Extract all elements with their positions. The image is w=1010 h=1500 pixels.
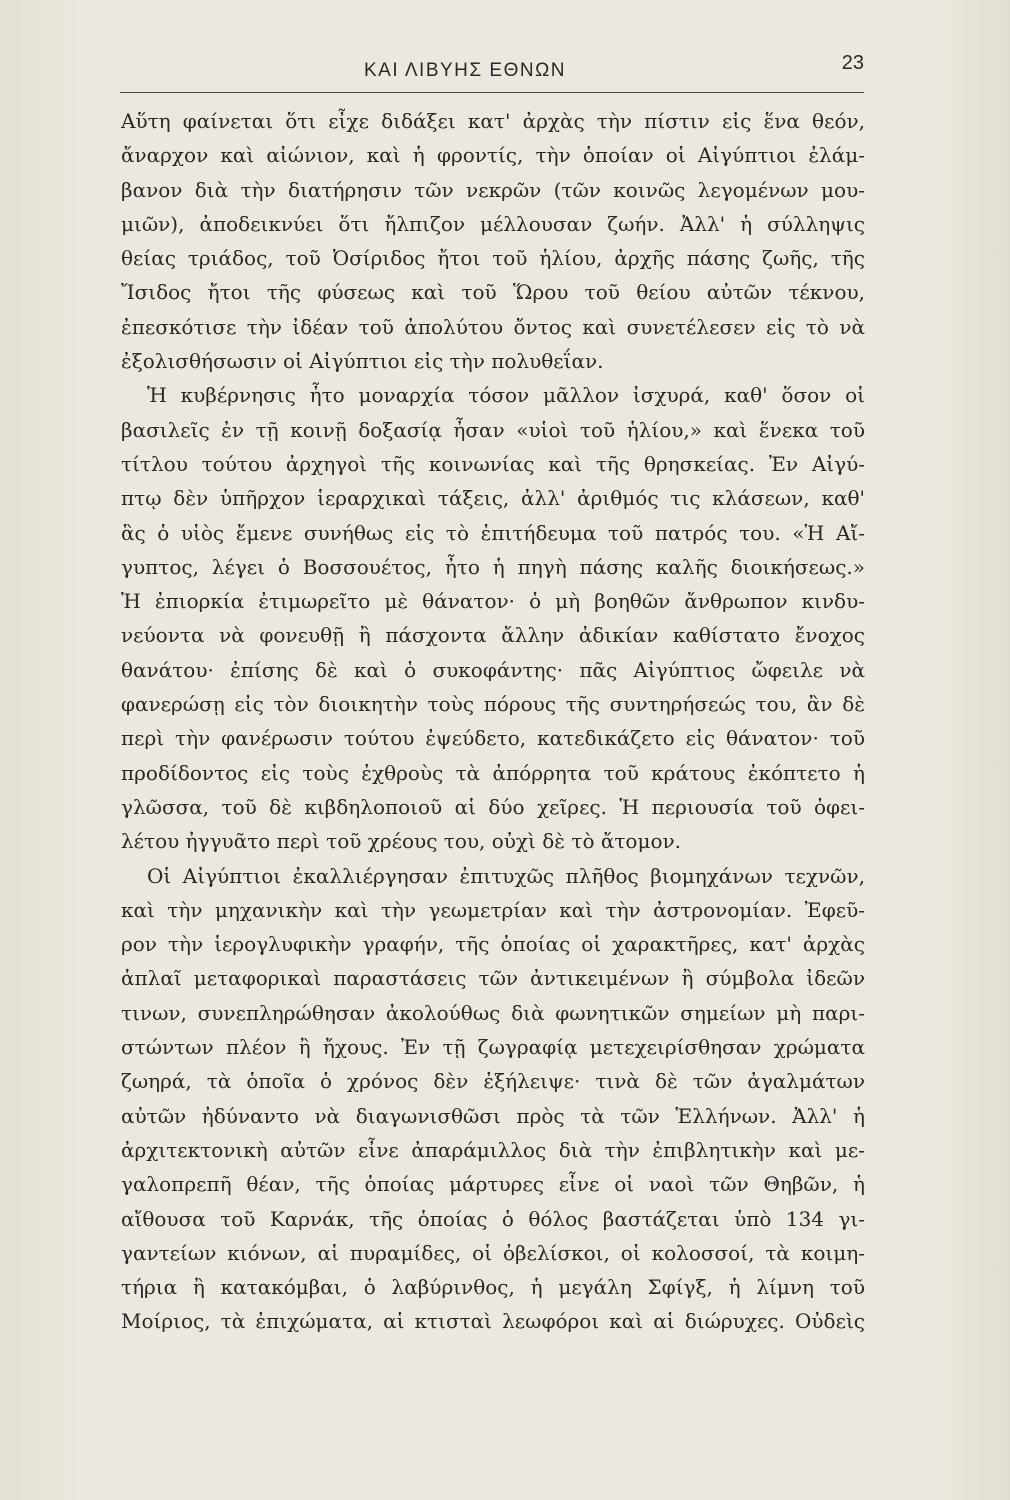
text-line: στώντων πλέον ἢ ἤχους. Ἐν τῇ ζωγραφίᾳ μετεχειρίσθησαν χρώματα: [121, 1035, 865, 1060]
text-line: αἴθουσα τοῦ Καρνάκ, τῆς ὁποίας ὁ θόλος βαστάζεται ὑπὸ 134 γι-: [121, 1206, 865, 1231]
text-line: ρον τὴν ἱερογλυφικὴν γραφήν, τῆς ὁποίας οἱ χαρακτῆρες, κατ' ἀρχὰς: [121, 932, 865, 957]
text-line: καὶ τὴν μηχανικὴν καὶ τὴν γεωμετρίαν καὶ τὴν ἀστρονομίαν. Ἐφεῦ-: [121, 897, 865, 922]
header-rule: [120, 92, 864, 93]
text-line: ἁπλαῖ μεταφορικαὶ παραστάσεις τῶν ἀντικειμένων ἢ σύμβολα ἰδεῶν: [121, 966, 865, 991]
text-line: γαντείων κιόνων, αἱ πυραμίδες, οἱ ὀβελίσκοι, οἱ κολοσσοί, τὰ κοιμη-: [121, 1240, 865, 1265]
text-line: τινων, συνεπληρώθησαν ἀκολούθως διὰ φωνητικῶν σημείων μὴ παρι-: [121, 1000, 865, 1025]
text-line: ἄναρχον καὶ αἰώνιον, καὶ ἡ φροντίς, τὴν ὁποίαν οἱ Αἰγύπτιοι ἐλάμ-: [121, 143, 865, 168]
text-line: ἀρχιτεκτονικὴ αὐτῶν εἶνε ἀπαράμιλλος διὰ τὴν ἐπιβλητικὴν καὶ με-: [121, 1137, 865, 1162]
text-line: αὐτῶν ἠδύναντο νὰ διαγωνισθῶσι πρὸς τὰ τῶν Ἑλλήνων. Ἀλλ' ἡ: [121, 1103, 865, 1128]
text-line: Οἱ Αἰγύπτιοι ἐκαλλιέργησαν ἐπιτυχῶς πλῆθος βιομηχάνων τεχνῶν,: [147, 863, 865, 888]
page-header: [120, 52, 864, 90]
text-line: Αὕτη φαίνεται ὅτι εἶχε διδάξει κατ' ἀρχὰς τὴν πίστιν εἰς ἕνα θεόν,: [121, 109, 865, 133]
running-title: ΚΑΙ ΛΙΒΥΗΣ ΕΘΝΩΝ: [364, 60, 567, 81]
text-line: ἐξολισθήσωσιν οἱ Αἰγύπτιοι εἰς τὴν πολυθεΐαν.: [121, 349, 604, 374]
text-line: ἃς ὁ υἱὸς ἔμενε συνήθως εἰς τὸ ἐπιτήδευμα τοῦ πατρός του. «Ἡ Αἴ-: [121, 520, 865, 545]
text-line: Μοίριος, τὰ ἐπιχώματα, αἱ κτισταὶ λεωφόροι καὶ αἱ διώρυχες. Οὐδεὶς: [121, 1309, 865, 1334]
text-line: περὶ τὴν φανέρωσιν τούτου ἐψεύδετο, κατεδικάζετο εἰς θάνατον· τοῦ: [121, 726, 865, 751]
body-text: [121, 104, 865, 1339]
text-line: βασιλεῖς ἐν τῇ κοινῇ δοξασίᾳ ἦσαν «υἱοὶ τοῦ ἡλίου,» καὶ ἕνεκα τοῦ: [121, 417, 865, 442]
text-line: ἐπεσκότισε τὴν ἰδέαν τοῦ ἀπολύτου ὄντος καὶ συνετέλεσεν εἰς τὸ νὰ: [121, 314, 865, 339]
text-line: τίτλου τούτου ἀρχηγοὶ τῆς κοινωνίας καὶ τῆς θρησκείας. Ἐν Αἰγύ-: [121, 451, 865, 476]
text-line: γλῶσσα, τοῦ δὲ κιβδηλοποιοῦ αἱ δύο χεῖρες. Ἡ περιουσία τοῦ ὀφει-: [121, 794, 865, 819]
text-line: νεύοντα νὰ φονευθῇ ἢ πάσχοντα ἄλλην ἀδικίαν καθίστατο ἔνοχος: [121, 623, 865, 648]
text-line: Ἡ ἐπιορκία ἐτιμωρεῖτο μὲ θάνατον· ὁ μὴ βοηθῶν ἄνθρωπον κινδυ-: [121, 589, 865, 614]
text-line: Ἴσιδος ἤτοι τῆς φύσεως καὶ τοῦ Ὥρου τοῦ θείου αὐτῶν τέκνου,: [121, 280, 865, 305]
text-line: γυπτος, λέγει ὁ Βοσσουέτος, ἦτο ἡ πηγὴ πάσης καλῆς διοικήσεως.»: [121, 554, 865, 579]
text-line: βανον διὰ τὴν διατήρησιν τῶν νεκρῶν (τῶν κοινῶς λεγομένων μου-: [121, 177, 865, 202]
paragraph: [121, 859, 865, 1339]
text-line: γαλοπρεπῆ θέαν, τῆς ὁποίας μάρτυρες εἶνε οἱ ναοὶ τῶν Θηβῶν, ἡ: [121, 1172, 865, 1197]
text-line: τήρια ἢ κατακόμβαι, ὁ λαβύρινθος, ἡ μεγάλη Σφίγξ, ἡ λίμνη τοῦ: [121, 1275, 865, 1300]
text-line: πτῳ δὲν ὑπῆρχον ἱεραρχικαὶ τάξεις, ἀλλ' ἀριθμός τις κλάσεων, καθ': [121, 486, 865, 511]
text-line: Ἡ κυβέρνησις ἦτο μοναρχία τόσον μᾶλλον ἰσχυρά, καθ' ὅσον οἱ: [147, 383, 865, 408]
text-line: θείας τριάδος, τοῦ Ὀσίριδος ἤτοι τοῦ ἡλίου, ἀρχῆς πάσης ζωῆς, τῆς: [121, 246, 865, 271]
text-line: λέτου ἠγγυᾶτο περὶ τοῦ χρέους του, οὐχὶ δὲ τὸ ἄτομον.: [121, 829, 682, 854]
text-line: μιῶν), ἀποδεικνύει ὅτι ἤλπιζον μέλλουσαν ζωήν. Ἀλλ' ἡ σύλληψις: [121, 211, 865, 236]
paragraph: [121, 378, 865, 858]
text-line: ζωηρά, τὰ ὁποῖα ὁ χρόνος δὲν ἐξήλειψε· τινὰ δὲ τῶν ἀγαλμάτων: [121, 1069, 865, 1094]
text-line: θανάτου· ἐπίσης δὲ καὶ ὁ συκοφάντης· πᾶς Αἰγύπτιος ὤφειλε νὰ: [121, 657, 865, 682]
text-line: φανερώσῃ εἰς τὸν διοικητὴν τοὺς πόρους τῆς συντηρήσεώς του, ἂν δὲ: [121, 692, 865, 717]
paragraph: [121, 104, 865, 378]
text-line: προδίδοντος εἰς τοὺς ἐχθροὺς τὰ ἀπόρρητα τοῦ κράτους ἐκόπτετο ἡ: [121, 760, 865, 785]
page-number: 23: [841, 52, 864, 74]
